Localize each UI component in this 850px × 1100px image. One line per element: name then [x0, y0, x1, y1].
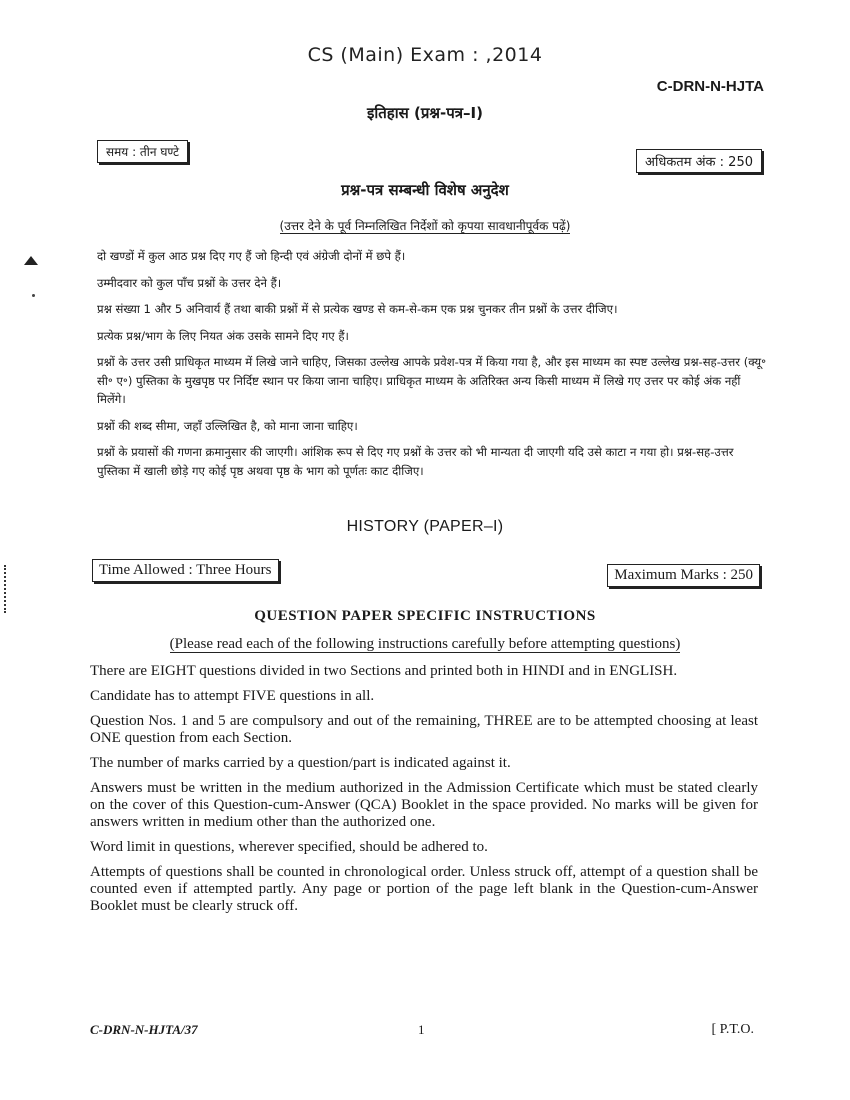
- hindi-instruction: प्रश्नों के उत्तर उसी प्राधिकृत माध्यम में लिखे जाने चाहिए, जिसका उल्लेख आपके प्रवेश-पत्र में किया गया है, और इस माध्यम का स्पष्ट उल्लेख प्रश्न-सह-उत्तर (क्यू॰ सी॰ ए॰) पुस्तिका के मुखपृष्ठ पर निर्दिष्ट स्थान पर किया जाना चाहिए। प्राधिकृत माध्यम के अतिरिक्त अन्य किसी माध्यम में लिखे गए उत्तर पर कोई अंक नहीं मिलेंगे।: [97, 355, 767, 406]
- footer-code: C-DRN-N-HJTA/37: [90, 1022, 198, 1037]
- scan-margin-mark-icon: [4, 565, 9, 613]
- hindi-instruction: प्रश्नों के प्रयासों की गणना क्रमानुसार की जाएगी। आंशिक रूप से दिए गए प्रश्नों के उत्तर को भी मान्यता दी जाएगी यदि उसे काटा न गया हो। प्रश्न-सह-उत्तर पुस्तिका में खाली छोड़े गए कोई पृष्ठ अथवा पृष्ठ के भाग को पूर्णतः काट दीजिए।: [97, 445, 734, 478]
- pto-label: [ P.T.O.: [711, 1022, 754, 1037]
- english-instruction: Answers must be written in the medium authorized in the Admission Certificate which must be stated clearly on the cover of this Question-cum-Answer (QCA) Booklet in the space provided. No marks will be given for answers written in medium other than the authorized one.: [90, 780, 758, 830]
- hindi-instruction: उम्मीदवार को कुल पाँच प्रश्नों के उत्तर देने हैं।: [97, 275, 282, 290]
- hindi-instruction: प्रश्न संख्या 1 और 5 अनिवार्य हैं तथा बाकी प्रश्नों में से प्रत्येक खण्ड से कम-से-कम एक प्रश्न चुनकर तीन प्रश्नों के उत्तर दीजिए।: [97, 302, 618, 316]
- hindi-subheading-text: (उत्तर देने के पूर्व निम्नलिखित निर्देशों को कृपया सावधानीपूर्वक पढ़ें): [279, 219, 571, 233]
- maximum-marks-box: Maximum Marks : 250: [607, 564, 760, 587]
- english-instruction: Candidate has to attempt FIVE questions in all.: [90, 688, 375, 704]
- scan-mark-icon: [24, 256, 38, 265]
- time-allowed-box: Time Allowed : Three Hours: [92, 559, 279, 582]
- exam-header: CS (Main) Exam : ,2014: [307, 44, 543, 66]
- hindi-instructions-subheading: [0, 217, 850, 234]
- hindi-marks-box: अधिकतम अंक : 250: [636, 149, 762, 173]
- hindi-instruction: प्रश्नों की शब्द सीमा, जहाँ उल्लिखित है, को माना जाना चाहिए।: [97, 418, 358, 433]
- hindi-paper-title: इतिहास (प्रश्न-पत्र–I): [367, 104, 483, 122]
- hindi-instruction: प्रत्येक प्रश्न/भाग के लिए नियत अंक उसके सामने दिए गए हैं।: [97, 328, 349, 343]
- english-instructions-list: [90, 663, 758, 923]
- page-number: 1: [418, 1022, 425, 1037]
- scan-dot-icon: [32, 294, 35, 297]
- english-instruction: The number of marks carried by a question/part is indicated against it.: [90, 755, 511, 771]
- hindi-instruction: दो खण्डों में कुल आठ प्रश्न दिए गए हैं जो हिन्दी एवं अंग्रेजी दोनों में छपे हैं।: [97, 249, 406, 263]
- english-instruction: Word limit in questions, wherever specified, should be adhered to.: [90, 839, 488, 855]
- hindi-instructions-heading: प्रश्न-पत्र सम्बन्धी विशेष अनुदेश: [341, 181, 509, 199]
- english-instruction: There are EIGHT questions divided in two Sections and printed both in HINDI and in ENGLISH.: [90, 663, 678, 679]
- english-instruction: Attempts of questions shall be counted in chronological order. Unless struck off, attempt of a question shall be counted even if attempted partly. Any page or portion of the page left blank in the Question-cum-Answer Booklet must be clearly struck off.: [90, 864, 758, 914]
- english-instructions-heading: QUESTION PAPER SPECIFIC INSTRUCTIONS: [254, 608, 596, 624]
- english-instructions-subheading: [0, 636, 850, 653]
- english-paper-title: HISTORY (PAPER–I): [346, 518, 504, 535]
- hindi-time-box: समय : तीन घण्टे: [97, 140, 188, 163]
- english-instruction: Question Nos. 1 and 5 are compulsory and out of the remaining, THREE are to be attempted choosing at least ONE question from each Section.: [90, 713, 758, 746]
- hindi-instructions-list: [97, 247, 769, 488]
- english-subheading-text: (Please read each of the following instructions carefully before attempting questions): [169, 636, 681, 652]
- paper-code: C-DRN-N-HJTA: [656, 78, 764, 95]
